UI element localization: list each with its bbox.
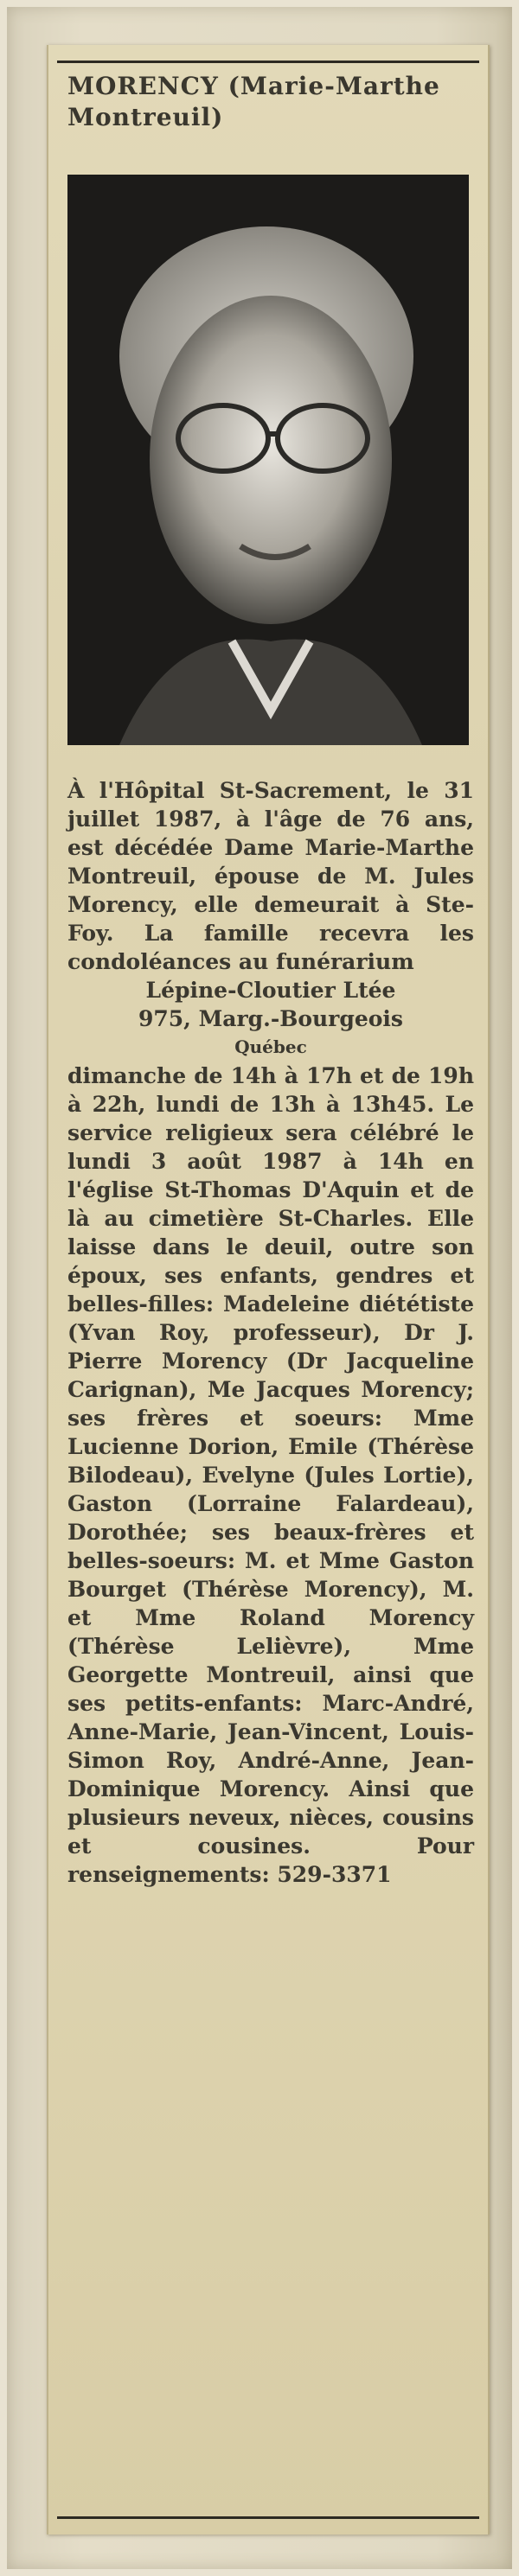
bottom-rule xyxy=(57,2516,479,2519)
obituary-clipping xyxy=(47,45,490,2535)
obituary-paragraph-2: dimanche de 14h à 17h et de 19h à 22h, lundi de 13h à 13h45. Le service religieux sera célébré le lundi 3 août 1987 à 14h en l'église St-Thomas D'Aquin et de là au cimetière St-Charles. Elle laisse dans le deuil, outre son époux, ses enfants, gendres et belles-filles: Madeleine diététiste (Yvan Roy, professeur), Dr J. Pierre Morency (Dr Jacqueline Carignan), Me Jacques Morency; ses frères et soeurs: Mme Lucienne Dorion, Emile (Thérèse Bilodeau), Evelyne (Jules Lortie), Gaston (Lorraine Falardeau), Dorothée; ses beaux-frères et belles-soeurs: M. et Mme Gaston Bourget (Thérèse Morency), M. et Mme Roland Morency (Thérèse Lelièvre), Mme Georgette Montreuil, ainsi que ses petits-enfants: Marc-André, Anne-Marie, Jean-Vincent, Louis-Simon Roy, André-Anne, Jean-Dominique Morency. Ainsi que plusieurs neveux, nièces, cousins et cousines. Pour renseignements: 529-3371 xyxy=(67,1063,474,1887)
portrait-photo xyxy=(67,175,469,745)
top-rule xyxy=(57,61,479,63)
obituary-paragraph-1: À l'Hôpital St-Sacrement, le 31 juillet 1987, à l'âge de 76 ans, est décédée Dame Marie-Marthe Montreuil, épouse de M. Jules Morency, elle demeurait à Ste-Foy. La famille recevra les condoléances au funérarium xyxy=(67,778,474,974)
scan-frame xyxy=(7,7,512,2569)
portrait-illustration xyxy=(67,175,469,745)
funeral-home-address: 975, Marg.-Bourgeois xyxy=(138,1006,403,1031)
funeral-home-name: Lépine-Cloutier Ltée xyxy=(145,978,396,1003)
obituary-body xyxy=(67,776,474,1889)
obituary-headline: MORENCY (Marie-Marthe Montreuil) xyxy=(67,72,440,131)
funeral-home-city: Québec xyxy=(234,1036,307,1057)
